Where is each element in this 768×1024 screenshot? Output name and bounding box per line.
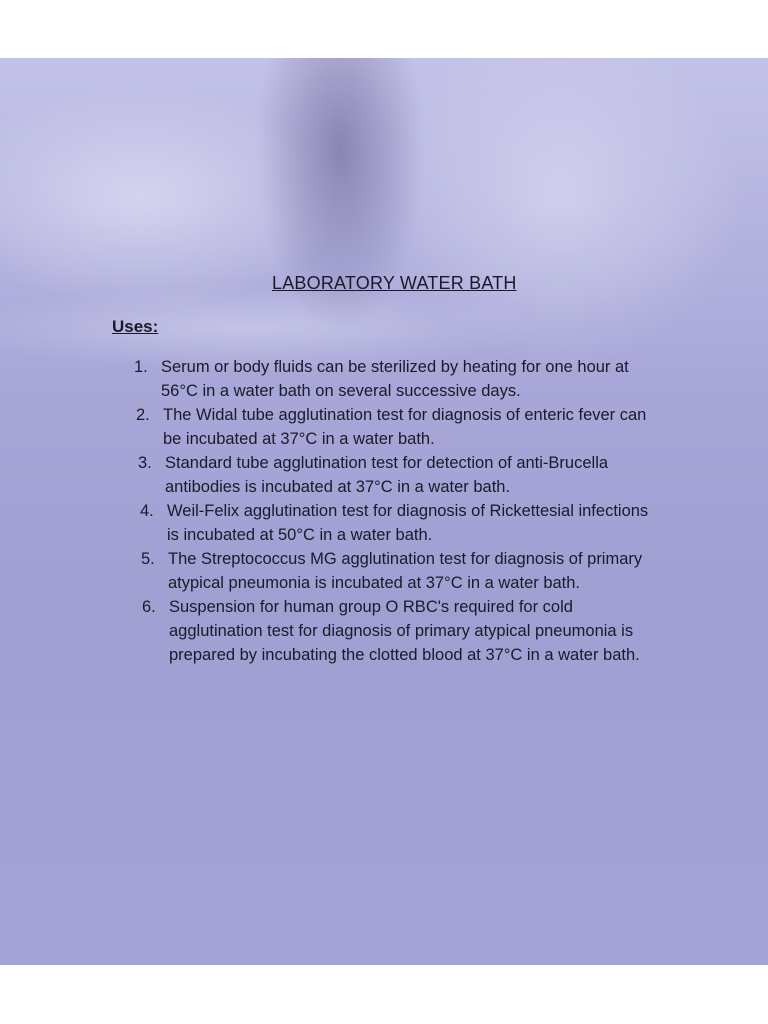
use-text: Serum or body fluids can be sterilized by heating for one hour at 56°C in a water bath on several successive days. (161, 358, 629, 400)
document-title: LABORATORY WATER BATH (272, 273, 517, 293)
use-item (138, 451, 654, 499)
printed-page (0, 58, 768, 965)
uses-heading: Uses: (112, 317, 159, 336)
document-photo (0, 58, 768, 965)
use-number: 4. (140, 502, 154, 520)
use-text: Standard tube agglutination test for detection of anti-Brucella antibodies is incubated at 37°C in a water bath. (165, 454, 609, 496)
use-item (140, 499, 654, 547)
use-number: 5. (141, 550, 155, 568)
use-text: The Streptococcus MG agglutination test for diagnosis of primary atypical pneumonia is incubated at 37°C in a water bath. (168, 550, 643, 592)
use-number: 1. (134, 358, 148, 376)
use-text: Weil-Felix agglutination test for diagnosis of Rickettesial infections is incubated at 50°C in a water bath. (167, 502, 649, 544)
use-number: 3. (138, 454, 152, 472)
use-number: 6. (142, 598, 156, 616)
use-item (141, 547, 654, 595)
uses-list (134, 355, 654, 667)
use-text: Suspension for human group O RBC's required for cold agglutination test for diagnosis of primary atypical pneumonia is prepared by incubating the clotted blood at 37°C in a water bath. (169, 598, 640, 664)
use-text: The Widal tube agglutination test for diagnosis of enteric fever can be incubated at 37°C in a water bath. (163, 406, 647, 448)
use-number: 2. (136, 406, 150, 424)
use-item (136, 403, 654, 451)
use-item (142, 595, 654, 667)
use-item (134, 355, 654, 403)
